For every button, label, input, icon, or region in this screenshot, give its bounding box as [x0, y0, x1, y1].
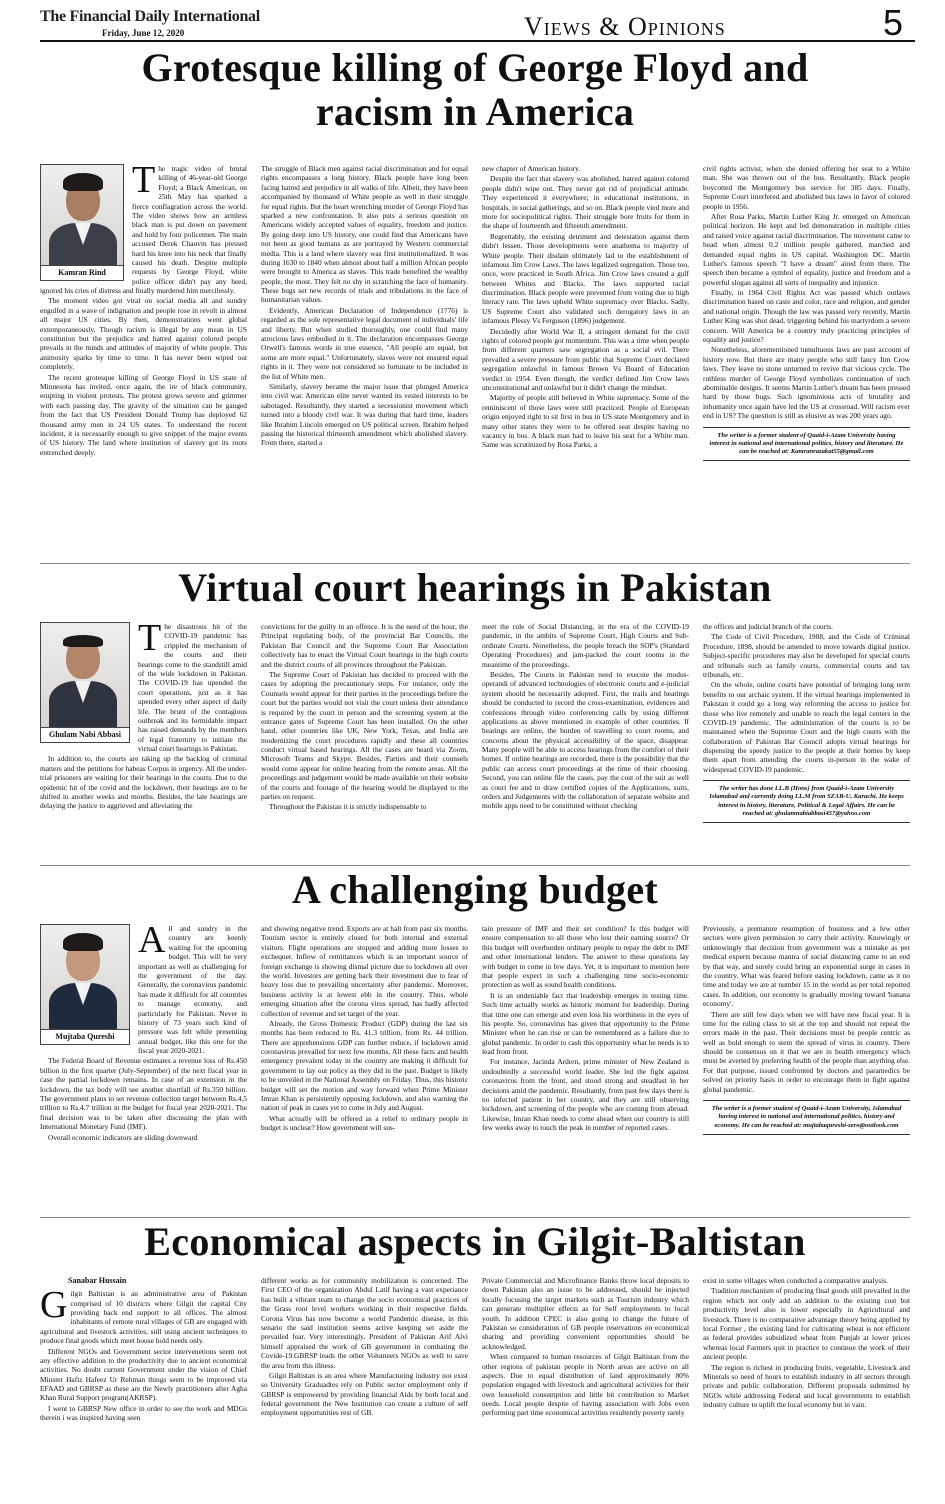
headline-line-2: racism in America	[315, 89, 635, 134]
paragraph: exist in some villages when conducted a comparative analysis.	[703, 1276, 888, 1285]
paragraph: Private Commercial and Microfinance Banks throw local deposits to down Pakistan also an issue to be addressed, should be injected locally focusing the target markets such as Tourism industry which can generate multiplier effects as for Self employments to local youth. In addition CPEC is also going to change the future of Pakistan so consideration of GB people reservations on economical sharing and providing convenient opportunities should be acknowledged.	[482, 1276, 689, 1351]
author-bio: The writer is a former student of Quaid-i-Azam University, Islamabad having interest in national and international politics, history and economy. He can be reached at: mujtabaqureshi-zero@outlook.com	[703, 1100, 910, 1135]
paragraph: ll and sundry in the country are keenly waiting for the upcoming budget. This will be very important as well as challenging for the government of the day. Generally, the coronavirus pandemic has made it difficult for all countries to manage economy, and particularly for Pakistan. Never in history of 73 years such kind of pressure was felt while presenting annual budget, like this one for the fiscal year 2020-2021.	[138, 924, 247, 1056]
paragraph: ilgit Baltistan is an administrative area of Pakistan comprised of 10 districts where Gilgit the capital City providing back end support to all offices. The almost inhabitants of remote rural villages of GB are engaged with agricultural and livestock activities, still using ancient techniques to produce final goods which meet house hold needs only.	[40, 1289, 247, 1346]
paragraph: Despite the fact that slavery was abolished, hatred against colored people didn't wipe out. They never got rid of prejudicial attitude. They experienced it everywhere; in educational institutions, in hospitals, in social gatherings, and so on. Black people vied more and more for sociopolitical rights. Their struggle bore fruits for them in the shape of fourteenth and fifteenth amendment.	[482, 174, 689, 231]
paragraph: The region is richest in producing fruits, vegetable, Livestock and Minerals so need of hours to establish industry in all sectors through private and public collaboration. Different proposals submitted by NGOs while addressing Federal and local governments to establish industry culture to uplift the local economy but in vain.	[703, 1362, 910, 1410]
avatar	[41, 623, 129, 727]
paragraph: meet the rule of Social Distancing, in the era of the COVID-19 pandemic, in the ambits of Supreme Court, High Courts and Sub-ordinate Courts. Nonetheless, the people breach the SOP's (Standard Operating Procedures) and jam-packed the court rooms in the meantime of the proceedings.	[482, 622, 689, 669]
article-headline: A challenging budget	[291, 867, 659, 912]
author-photo	[40, 164, 124, 281]
paragraph: It is an undeniable fact that leadership emerges in testing time. Such time actually works as historic moment for leadership. During that time one can emerge and even loss his worthiness in the eyes of his people. So, coronavirus has given that opportunity to the Prime Minister when he can rise or can be remembered as a failure due to global pandemic. In order to cash this opportunity what he needs is to lead from front.	[482, 990, 689, 1057]
paragraph: he tragic video of brutal killing of 46-year-old George Floyd; a Black American, on 25th May has sparked a fierce conflagration across the world. The video shows how an armless black man is put down on pavement and hold by four policemen. The main accused Derek Chauvin has pressed hard his knee into his neck that finally caused his death. Despite multiple requests by George Floyd, white police officer didn't pay any heed, ignored his cries of distress and finally murdered him mercilessly.	[40, 164, 247, 296]
column-2	[261, 924, 468, 1214]
paragraph: Finally, in 1964 Civil Rights Act was passed which outlaws discrimination based on caste and color, race and religion, and gender and national origin. Though the law was passed very recently, Martin Luther King was shot dead, triggering behind his martyrdom a severe concern. Will America be a country truly practicing principles of equality and justice?	[703, 288, 910, 345]
paragraph: I went to GBRSP New office in order to see the work and MDGs therein i was inspired having seen	[40, 1403, 247, 1423]
paragraph: What actually will be offered as a relief to ordinary people in budget is unclear? How government will sus-	[261, 1113, 468, 1133]
masthead	[40, 2, 915, 43]
author-name: Ghulam Nabi Abbasi	[41, 727, 129, 742]
drop-cap: A	[138, 924, 166, 961]
article-budget	[40, 865, 910, 1215]
author-bio: The writer is a former student of Quaid-i-Azam University having interest in national and international politics, history and literature. He can be reached at: Kamranrazakat55@gmail.com	[703, 427, 910, 462]
column-1	[40, 622, 247, 862]
column-3	[482, 924, 689, 1214]
article-virtual-courts	[40, 563, 910, 863]
article-columns	[40, 924, 910, 1214]
paragraph: civil rights activist, when she denied offering her seat to a White man. She was thrown out of the bus. Resultantly, Black people boycotted the Montgomery bus service for 385 days. Finally, Supreme Court interfered and abolished bus laws in favor of colored people in 1956.	[703, 164, 910, 211]
column-4	[703, 164, 910, 559]
paragraph: There are still few days when we will have new fiscal year. It is time for the ruling class to sit at the top and should not repeat the errors made in the past. Their decisions must be people centric as well as bold enough to stem the spread of virus in country. There should be consensus on it that we are in health emergency which must be averted by preferring health of the people than anything else. For that purpose, issued confronted by doctors and paramedics be solved on priority basis in order to encourage them in fight against global pandemic.	[703, 1009, 910, 1094]
paragraph: Decidedly after World War II, a stringent demand for the civil rights of colored people got momentum. This was a time when people from different quarters saw segregation as a social evil. There prevailed a severe pressure from public that Supreme Court declared segregation unlawful in famous Brown Vs Board of Education verdict in 1954. Even though, the verdict defined Jim Crow laws unconstitutional and unlawful but it didn't change the mindset.	[482, 326, 689, 392]
column-4	[703, 622, 910, 862]
paragraph: The struggle of Black men against racial discrimination and for equal rights encompasses a long history. Black people have long been facing hatred and prejudice in all walks of life. Albeit, they have been accompanied by thousand of White people as well in their struggle for equal rights. But the heart wrenching murder of George Floyd has sparked a new confrontation. It also puts a serious question on Americans widely accepted values of equality, freedom and justice. By going deep into US history, one could find that Americans have not been as good humans as are portrayed by Western commercial media. This is a land where slavery was first institutionalized. It was during 1630 to 1840 when almost about half a million African people were brought to America as slaves. This trade benefited the wealthy people, the most. They felt no shy in scratching the face of humanity. These bugs set new records of trials and tribulations in the face of humanitarian values.	[261, 164, 468, 305]
paragraph: The moment video got viral on social media all and sundry engulfed in a wave of indignation and people rose in revolt in almost all major US cities. By then, demonstrations went global extemporaneously. Though racism is illegal by any mean in US constitution but the prejudice and hatred against colored people prevails in the minds and attitudes of majority of white people. This animosity sparks by time to time. It has never been wiped out completely.	[40, 296, 247, 372]
publication-name: The Financial Daily International	[40, 8, 260, 25]
paragraph: convictions for the guilty in an offence. It is the need of the hour, the Principal regulating body, of the provincial Bar Councils, the Pakistan Bar Council and the Supreme Court Bar Association collectively has to enact the Virtual Court hearings in the high courts and the district courts of all provinces throughout the Pakistan.	[261, 622, 468, 669]
author-bio: The writer has done LL.B (Hons) from Quaid-i-Azam University Islamabad and currently doing LL.M from SZAB-U, Karachi. He keeps interest in history, literature, Political & Legal Affairs. He can be reached at: ghulamnabiabbasi457@yahoo.com	[703, 780, 910, 823]
column-1	[40, 164, 247, 559]
paragraph: and showing negative trend. Exports are at halt from past six months. Tourism sector is entirely closed for both internal and external visitors. Flight operations are stopped and adding more losses to exchequer. Inflow of remittances which is an important source of foreign exchange is showing dismal picture due to lockdown all over the world. Investors are getting back their investment due to fear of heavy loss due to prevailing uncertainty after pandemic. Moreover, business activity is at lowest ebb in the country. Thus, whole emerging situation after the corona virus spread, has badly affected collection of revenue and set target of the year.	[261, 924, 468, 1018]
paragraph: tain pressure of IMF and their set condition? Is this budget will ensure compensation to all those who lost their earning source? Or this budget will overburden ordinary people to repay the debt to IMF and other international lenders. The answer to these questions lay with budget to come in few days. Yet, it is important to mention here that people expect in such a challenging time socio-economic protection as well as sound health conditions.	[482, 924, 689, 990]
paragraph: Previously, a premature resumption of business and a few other sectors were given permission to carry their activity. Knowingly or unknowingly that decision from government was a mistake as per medical experts because mantra of social distancing came to an end by that way, and surely could bring an exponential surge in cases in the country. What was feared before easing lockdown, came as it no time and today we are at number 15 in the world as per total reported cases. In addition, our economy is gradually moving toward 'banana economy'.	[703, 924, 910, 1009]
article-headline	[40, 46, 910, 134]
article-george-floyd	[40, 46, 910, 561]
paragraph: Gilgit Baltistan is an area where Manufacturing industry not exist so University Graduadtes rely on Public sector employment only if GBRSP is empowered by providing financial Aids by both local and federal government the New Institution can create a culture of self employment opportunities rest of GB.	[261, 1370, 468, 1418]
paragraph: On the whole, online courts have potential of bringing long term benefits to our archaic system. If the virtual hearings implemented in Pakistan it could go a long way reforming the access to justice for those who live remotely and unable to reach the legal centers in the COVID-19 pandemic. The administration of the courts is to be maintained when the Supreme Court and the high courts with the collaboration of Pakistan Bar Council adopts virtual hearings for dispensing the speedy justice to the people at their homes by keep them apart from attending the courts in-person in the wake of widespread COVID-19 pandemic.	[703, 680, 910, 774]
column-3	[482, 622, 689, 862]
column-4	[703, 1276, 910, 1498]
paragraph: Tradition mechanism of producing final goods still prevailed in the region which not only add an addition to the existing cost but productivity level also is lower especially in Agricultural and livestock. There is no comparative advantage theory being applied by local Former , the existing land for cultivating wheat is not efficient as federal provides subsidized wheat from Punjab at lower prices whereas local Farmers quit in practice to continue the work of their ancient people.	[703, 1286, 910, 1362]
paragraph: In addition to, the courts are taking up the backlog of criminal matters and the petitions for habeas Corpus in urgency. All the under-trial prisoners are waiting for their hearings in the courts. Due to the epidemic hit of the covid and the lockdown, their hearings are to be shifted in another weeks and months. Besides, the late hearings are delaying the justice to aggrieved and alleviating the	[40, 754, 247, 811]
column-4	[703, 924, 910, 1214]
paragraph: Nonetheless, aforementioned tumultuous laws are past account of history now. But there are many people who still fancy Jim Crow laws. They leave no stone unturned to revive that vicious cycle. The ruthless murder of George Floyd symbolizes continuation of such abominable designs. It seems Martin Luther's dream has been pressed hard by those bugs. Such ignominious acts of brutality and inhumanity once again have led the US at crossroad. Will racism ever end in US? The question is still as elusive as was 200 years ago.	[703, 345, 910, 421]
column-2	[261, 164, 468, 559]
paragraph: he disastrous hit of the COVID-19 pandemic has crippled the mechanism of the courts and their hearings come to the standstill amid of the wide lockdown in Pakistan. The COVID-19 has upended the court operations, just as it has upended every other aspect of daily life. The brunt of the contagious outbreak and its formidable impact has raised demands by the members of legal fraternity to initiate the virtual court hearings in Pakistan.	[138, 622, 247, 754]
paragraph: The Federal Board of Revenue estimates a revenue loss of Rs.450 billion in the first quarter (July-September) of the next fiscal year in case the partial lockdown remains. In case of an extension in the lockdown, the tax body will see another shortfall of Rs.350 billion. The government plans to set revenue collection target between Rs.4.5 trillion to Rs.4.7 trillion in the budget for fiscal year 2020-2021. The final decision was to be taken after discussing the plan with International Monetary Fund (IMF).	[40, 1056, 247, 1132]
paragraph: different works as for community mobilization is concerned. The First CEO of the organization Abdul Latif having a vast experiance has built a vibrant team to change the socio economical practices of the Grass root level workers working in their respective fields. Corona Virus has now become a world Pandemic disease, in this senario the said institution seems active keeping set aside the prevailed fear. Very interestingly, President of Pakistan Arif Alvi himself appraised the work of GB government in combating the Covide-19.GBRSP leads the other Volunteers NGOs as well to save the area from this illness.	[261, 1276, 468, 1370]
avatar	[41, 165, 123, 265]
drop-cap: T	[138, 622, 162, 659]
paragraph: Overall economic indicators are sliding downward	[48, 1132, 198, 1142]
column-2	[261, 622, 468, 862]
paragraph: Evidently, American Declaration of Independence (1776) is regarded as the sole representative legal document of individuals' life and liberty. But when studied thoroughly, one could find many atrocious laws embodied in it. The declaration encompasses George Orwell's famous words in true essence, "All people are equal, but some are more equal." Unfortunately, slaves were not ensured equal rights in it. They were not considered so fortunate to be included in the list of White men.	[261, 305, 468, 381]
paragraph: The Code of Civil Procedure, 1908, and the Code of Criminal Procedure, 1898, should be amended to move towards digital justice. Subject-specific procedures may also be developed for special courts and tribunals such as family courts, commercial courts and tax tribunals, etc.	[703, 632, 910, 679]
paragraph: For instance, Jacinda Ardern, prime minister of New Zealand is undoubtedly a successful world leader. She led the fight against coronavirus from the front, and stood strong and steadfast in her decisions amid the pandemic. Resultantly, from past few days there is no infected patient in her country, and they are still observing lockdown, and screening of the people who are coming from abroad. Likewise, Imran Khan needs to come ahead when our country is still few weeks away to touch the peak in number of reported cases.	[482, 1057, 689, 1133]
author-name: Mujtaba Qureshi	[41, 1029, 129, 1044]
avatar	[41, 925, 129, 1029]
paragraph: Already, the Gross Domestic Product (GDP) during the last six months has been reduced to Rs. 41.3 trillion, from Rs. 44 trillion. There are apprehensions GDP can further reduce, if lockdown amid coronavirus prevailed for next few months. All these facts and health emergency prevalent today in the country are making it difficult for government to lay out policy as they did in the past. Budget is likely to be unveiled in the National Assembly on Friday. Thus, this historic budget will set the motion and way forward when Prime Minister Imran Khan is persistently opposing lockdown, and also warning the nation of peak in cases yet to come in July and August.	[261, 1018, 468, 1113]
section-title: Views & Opinions	[524, 12, 726, 41]
paragraph: Different NGOs and Government sector intervenetions seem not any effective addition to the productivity due to ancient economical activities. No doubt current Government under the vision of Chief Minster Hafiz Hafeez Ur Rehman things seem to be improved via EFAAD and GBRSP as these are the Newly practitioners after Agha Khan Rural Support program(AKRSP).	[40, 1346, 247, 1403]
article-headline: Virtual court hearings in Pakistan	[178, 565, 772, 610]
headline-line-1: Grotesque killing of George Floyd and	[141, 46, 809, 90]
article-columns	[40, 622, 910, 862]
paragraph: The recent grotesque killing of George Floyd in US state of Minnesota has invited, once again, the ire of black community, erupting in violent protests. The protest grows severe and grimmer with each passing day. The gravity of the situation can be gauged from the fact that US President Donald Trump has deployed 62 thousand army men in 24 US states. To understand the recent incident, it is necessarily enough to give snippet of the major events of US history. The land where institution of slavery got its roots entrenched deeply.	[40, 372, 247, 457]
paragraph: Majority of people still believed in White supremacy. Some of the reminiscent of those laws were still practiced. People of European origin enjoyed right to sit first in bus in US state Montgomery and in many other states they were to be offered seat despite having no vacancy in bus. A black man had to leave his seat for a White man. Same was scrutinized by Rosa Parks, a	[482, 393, 689, 450]
paragraph: Similarly, slavery became the major issue that plunged America into civil war. American elite never wanted its vested interests to be sabotaged. Resultantly, they started a secessionist movement which turned into a bloody civil war. It was during that hard time, leaders like Ibrahim Lincoln emerged on US political screen. Ibrahim helped passing the historical thirteenth amendment which abolished slavery. From there, started a	[261, 381, 468, 448]
page-number: 5	[883, 2, 904, 43]
paragraph: Regrettably, the existing detriment and detestation against them didn't lessen. Those developments were anathema to majority of White people. Their disdain ultimately lad to the establishment of infamous Jim Crow Laws. The laws legalized segregation. Those too, once, were practiced in South Africa. Jim Crow laws created a gulf between Whites and Blacks. The laws supported racial discrimination. Black people were prevented from voting due to high literacy rate. The laws upheld White supremacy over Blacks. Sadly, US Supreme Court also validated such derogatory laws in an infamous Plessy Vs Ferguson (1896) judgement.	[482, 231, 689, 326]
article-gilgit-baltistan	[40, 1217, 910, 1499]
column-2	[261, 1276, 468, 1498]
paragraph: the offices and judicial branch of the courts.	[703, 622, 833, 631]
author-photo	[40, 622, 130, 743]
article-columns	[40, 1276, 910, 1498]
drop-cap: G	[40, 1284, 68, 1327]
column-1	[40, 1276, 247, 1498]
column-3	[482, 1276, 689, 1498]
author-photo	[40, 924, 130, 1045]
drop-cap: T	[132, 164, 156, 201]
paragraph: After Rosa Parks, Martin Luther King Jr. emerged on American political horizon. He kept and led demonstration in multiple cities and raised voice against racial discrimination. The movement came to head when almost 0.2 million people gathered, marched and demanded equal rights in US capital, Washington DC. Martin Luther's famous speech "I have a dream" aired from there. The speech then became a symbol of equality, justice and freedom and a powerful slogan against all sorts of inequality and injustice.	[703, 211, 910, 287]
column-1	[40, 924, 247, 1214]
article-headline: Economical aspects in Gilgit-Baltistan	[144, 1219, 806, 1264]
issue-date: Friday, June 12, 2020	[102, 28, 185, 38]
author-name: Kamran Rind	[41, 265, 123, 280]
paragraph: Besides, The Courts in Pakistan need to execute the modus-operandi of advanced technologies of electronic courts and e-judicial system should be necessarily adopted. First, the trails and hearings should be conducted to record the cross-examination, evidences and confessions through video conferencing calls by using different applications as above mentioned in example of other countries. If hearings are online, the burden of travelling to court rooms, and concerns about the physical accessibility of the space, disappear. Many people will be able to access hearings from the comfort of their homes. If online hearings are recorded, there is the possibility that the public can access court proceedings at the time of their choosing. Second, you can online file the cases, pay the cost of the suit as well as court fee and to draw certified copies of the Applications, suits, orders and Judgements with the collaboration of separate website and mobile apps need to be constituted without checking	[482, 669, 689, 811]
paragraph: When compared to human resources of Gilgit Baltistan from the other regions of pakistan people in North areas are active on all aspects. Due to equal distribution of land approximately 80% population engaged with livestock and agricultural activities for their own household consumption and little bit contribution to Market needs. Local people despite of having association with Jobs even performing part time economical activities resultently poverty rarely	[482, 1352, 689, 1418]
paragraph: new chapter of American history.	[482, 164, 581, 173]
paragraph: The Supreme Court of Pakistan has decided to proceed with the cases by adopting the precautionary steps. For instance, only the Counsels would appear for their parties in the proceedings before the court but the parties would not visit the court unless their attendance is required by the court in person and the screening system at the entrance gates of Supreme Court has been installed. On the other hand, other countries like UK, New York, Texas, and India are modernizing the court procedures rapidly and these all countries conduct virtual based hearings. All the cases are heard via Zoom, Microsoft Teams and Skype. Besides, Parties and their counsels would come appear for online hearing from the remote areas. All the proceedings and judgement would be made available on their website of the courts and footage of the hearing would be displayed to the parties on request.	[261, 669, 468, 802]
column-3	[482, 164, 689, 559]
author-byline: Sanabar Hussain	[68, 1276, 127, 1285]
paragraph: Throughout the Pakistan it is strictly indispensable to	[269, 802, 427, 812]
article-columns	[40, 164, 910, 559]
